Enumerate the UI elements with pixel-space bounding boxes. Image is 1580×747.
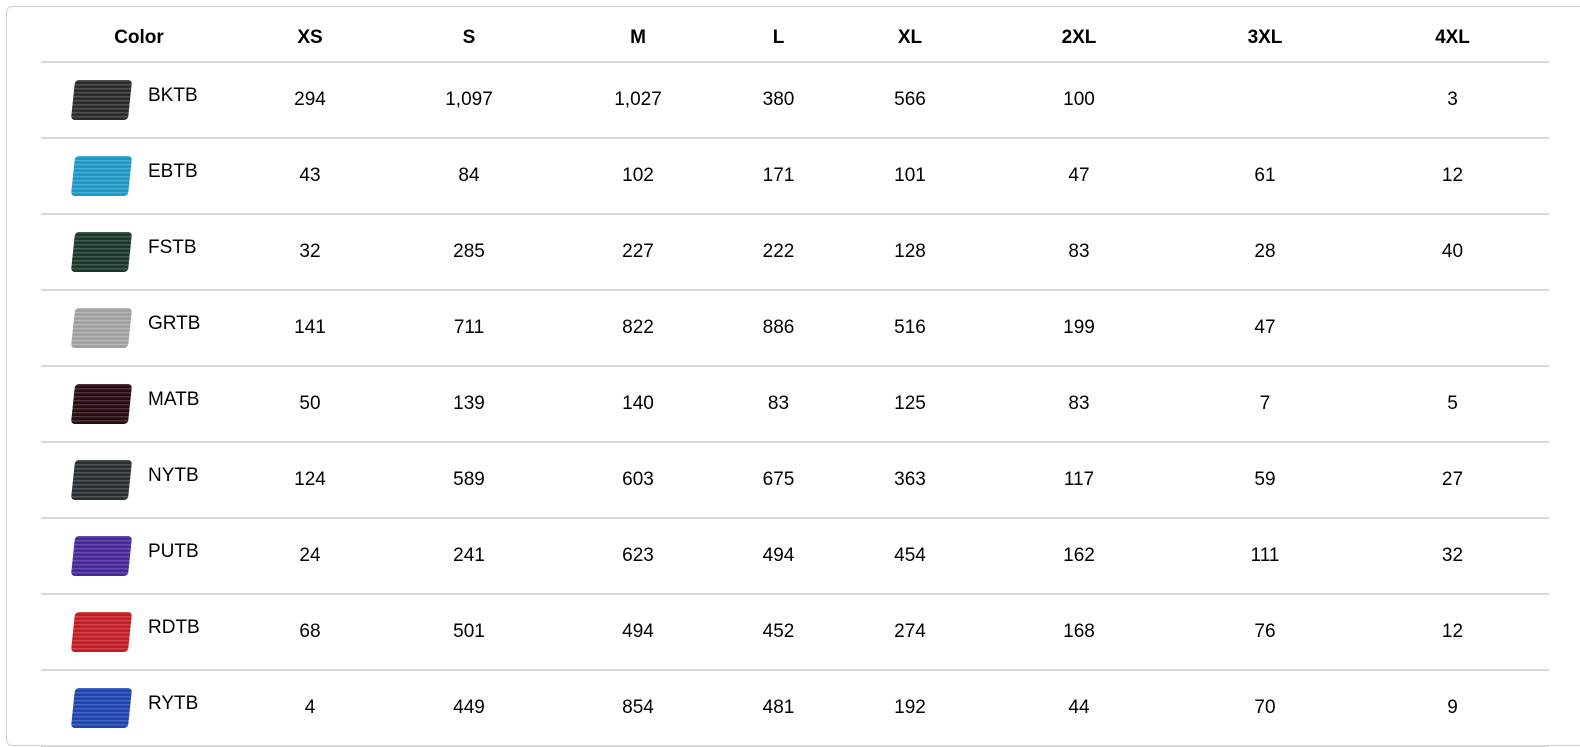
quantity-cell: 822 (555, 290, 721, 366)
quantity-cell: 24 (237, 518, 383, 594)
quantity-cell: 454 (836, 518, 984, 594)
color-cell (41, 214, 237, 290)
quantity-cell: 43 (237, 138, 383, 214)
quantity-cell: 494 (721, 518, 836, 594)
color-cell (41, 366, 237, 442)
quantity-cell: 494 (555, 594, 721, 670)
quantity-cell: 516 (836, 290, 984, 366)
quantity-cell: 363 (836, 442, 984, 518)
quantity-cell: 28 (1174, 214, 1356, 290)
color-cell-content (41, 595, 237, 669)
color-code: GRTB (148, 313, 201, 334)
quantity-cell: 3 (1356, 62, 1549, 138)
quantity-cell: 12 (1356, 138, 1549, 214)
table-row (41, 290, 1549, 366)
quantity-cell: 124 (237, 442, 383, 518)
color-cell-content (41, 139, 237, 213)
quantity-cell: 854 (555, 670, 721, 746)
quantity-cell: 27 (1356, 442, 1549, 518)
quantity-cell: 452 (721, 594, 836, 670)
table-row (41, 518, 1549, 594)
inventory-table (41, 15, 1549, 747)
quantity-cell: 285 (383, 214, 555, 290)
color-code: RYTB (148, 693, 199, 714)
color-code: RDTB (148, 617, 200, 638)
quantity-cell: 12 (1356, 594, 1549, 670)
quantity-cell: 171 (721, 138, 836, 214)
quantity-cell: 139 (383, 366, 555, 442)
quantity-cell: 101 (836, 138, 984, 214)
quantity-cell: 102 (555, 138, 721, 214)
quantity-cell: 83 (984, 366, 1174, 442)
quantity-cell: 886 (721, 290, 836, 366)
quantity-cell: 603 (555, 442, 721, 518)
color-cell (41, 62, 237, 138)
quantity-cell: 227 (555, 214, 721, 290)
column-header-2xl: 2XL (984, 15, 1174, 62)
quantity-cell: 4 (237, 670, 383, 746)
table-row (41, 138, 1549, 214)
column-header-xl: XL (836, 15, 984, 62)
table-row (41, 594, 1549, 670)
quantity-cell: 40 (1356, 214, 1549, 290)
table-header-row (41, 15, 1549, 62)
table-row (41, 366, 1549, 442)
color-cell-content (41, 443, 237, 517)
quantity-cell: 100 (984, 62, 1174, 138)
color-cell (41, 594, 237, 670)
color-swatch (71, 688, 132, 728)
quantity-cell: 566 (836, 62, 984, 138)
color-code: BKTB (148, 85, 198, 106)
quantity-cell: 199 (984, 290, 1174, 366)
color-code: PUTB (148, 541, 199, 562)
quantity-cell: 68 (237, 594, 383, 670)
color-swatch (71, 80, 132, 120)
column-header-color: Color (41, 15, 237, 62)
color-cell-content (41, 367, 237, 441)
color-cell (41, 442, 237, 518)
table-row (41, 442, 1549, 518)
quantity-cell: 589 (383, 442, 555, 518)
color-code: FSTB (148, 237, 197, 258)
color-swatch (71, 156, 132, 196)
quantity-cell: 70 (1174, 670, 1356, 746)
quantity-cell: 711 (383, 290, 555, 366)
quantity-cell: 84 (383, 138, 555, 214)
table-row (41, 214, 1549, 290)
column-header-4xl: 4XL (1356, 15, 1549, 62)
quantity-cell: 59 (1174, 442, 1356, 518)
quantity-cell (1356, 290, 1549, 366)
quantity-cell: 1,097 (383, 62, 555, 138)
color-swatch (71, 308, 132, 348)
quantity-cell: 168 (984, 594, 1174, 670)
color-cell (41, 138, 237, 214)
quantity-cell: 192 (836, 670, 984, 746)
quantity-cell: 117 (984, 442, 1174, 518)
color-cell-content (41, 671, 237, 745)
quantity-cell: 7 (1174, 366, 1356, 442)
color-cell-content (41, 291, 237, 365)
quantity-cell: 9 (1356, 670, 1549, 746)
column-header-xs: XS (237, 15, 383, 62)
quantity-cell: 83 (721, 366, 836, 442)
color-code: MATB (148, 389, 200, 410)
quantity-cell: 76 (1174, 594, 1356, 670)
color-swatch (71, 536, 132, 576)
quantity-cell: 274 (836, 594, 984, 670)
quantity-cell: 32 (237, 214, 383, 290)
quantity-cell: 449 (383, 670, 555, 746)
quantity-cell: 481 (721, 670, 836, 746)
quantity-cell: 623 (555, 518, 721, 594)
quantity-cell: 141 (237, 290, 383, 366)
color-swatch (71, 232, 132, 272)
quantity-cell: 125 (836, 366, 984, 442)
quantity-cell: 5 (1356, 366, 1549, 442)
quantity-cell (1174, 62, 1356, 138)
quantity-cell: 501 (383, 594, 555, 670)
quantity-cell: 47 (1174, 290, 1356, 366)
quantity-cell: 44 (984, 670, 1174, 746)
quantity-cell: 32 (1356, 518, 1549, 594)
color-cell-content (41, 519, 237, 593)
color-swatch (71, 384, 132, 424)
color-cell-content (41, 63, 237, 137)
color-swatch (71, 460, 132, 500)
quantity-cell: 675 (721, 442, 836, 518)
quantity-cell: 128 (836, 214, 984, 290)
quantity-cell: 47 (984, 138, 1174, 214)
quantity-cell: 241 (383, 518, 555, 594)
quantity-cell: 140 (555, 366, 721, 442)
quantity-cell: 83 (984, 214, 1174, 290)
quantity-cell: 222 (721, 214, 836, 290)
color-cell-content (41, 215, 237, 289)
quantity-cell: 50 (237, 366, 383, 442)
table-row (41, 62, 1549, 138)
quantity-cell: 162 (984, 518, 1174, 594)
column-header-3xl: 3XL (1174, 15, 1356, 62)
quantity-cell: 61 (1174, 138, 1356, 214)
column-header-s: S (383, 15, 555, 62)
column-header-m: M (555, 15, 721, 62)
quantity-cell: 111 (1174, 518, 1356, 594)
column-header-l: L (721, 15, 836, 62)
inventory-panel (6, 6, 1580, 746)
quantity-cell: 1,027 (555, 62, 721, 138)
color-code: NYTB (148, 465, 199, 486)
quantity-cell: 294 (237, 62, 383, 138)
quantity-cell: 380 (721, 62, 836, 138)
color-code: EBTB (148, 161, 198, 182)
color-cell (41, 290, 237, 366)
color-cell (41, 518, 237, 594)
color-swatch (71, 612, 132, 652)
